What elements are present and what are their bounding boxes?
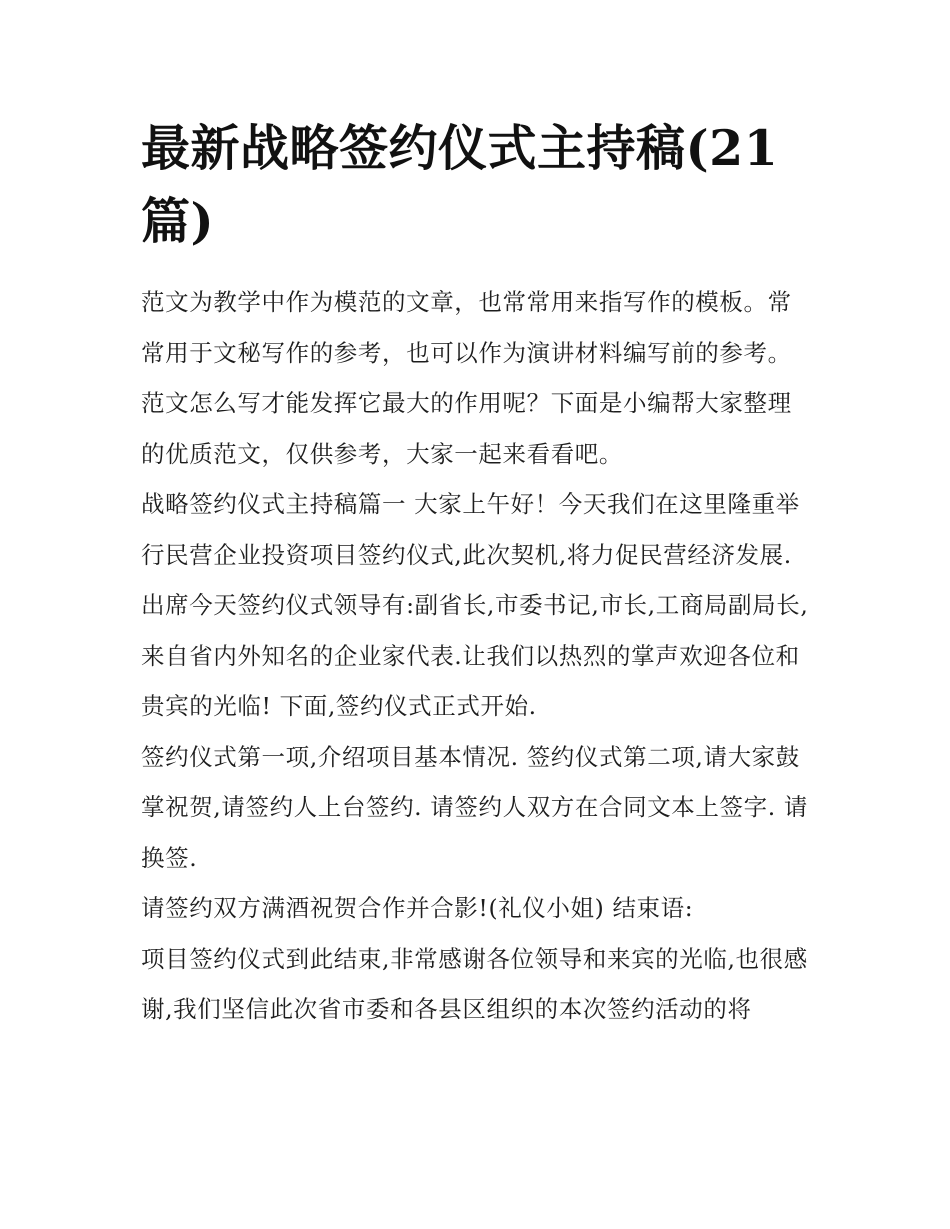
document-title: 最新战略签约仪式主持稿(21篇) <box>141 119 779 250</box>
paragraph-opening: 战略签约仪式主持稿篇一 大家上午好！今天我们在这里隆重举行民营企业投资项目签约仪式,此次契机,将力促民营经济发展. <box>141 490 800 569</box>
document-body <box>141 277 810 1035</box>
paragraph-attendees: 出席今天签约仪式领导有:副省长,市委书记,市长,工商局副局长,来自省内外知名的企业家代表.让我们以热烈的掌声欢迎各位和贵宾的光临! 下面,签约仪式正式开始. <box>141 591 809 720</box>
paragraph-closing: 项目签约仪式到此结束,非常感谢各位领导和来宾的光临,也很感谢,我们坚信此次省市委和各县区组织的本次签约活动的将 <box>141 944 808 1023</box>
paragraph-agenda: 签约仪式第一项,介绍项目基本情况. 签约仪式第二项,请大家鼓掌祝贺,请签约人上台签约. 请签约人双方在合同文本上签字. 请换签. <box>141 742 808 872</box>
paragraph-intro: 范文为教学中作为模范的文章，也常常用来指写作的模板。常常用于文秘写作的参考，也可以作为演讲材料编写前的参考。范文怎么写才能发挥它最大的作用呢？下面是小编帮大家整理的优质范文，仅供参考，大家一起来看看吧。 <box>141 288 792 468</box>
paragraph-toast: 请签约双方满酒祝贺合作并合影!(礼仪小姐) 结束语: <box>141 894 694 922</box>
